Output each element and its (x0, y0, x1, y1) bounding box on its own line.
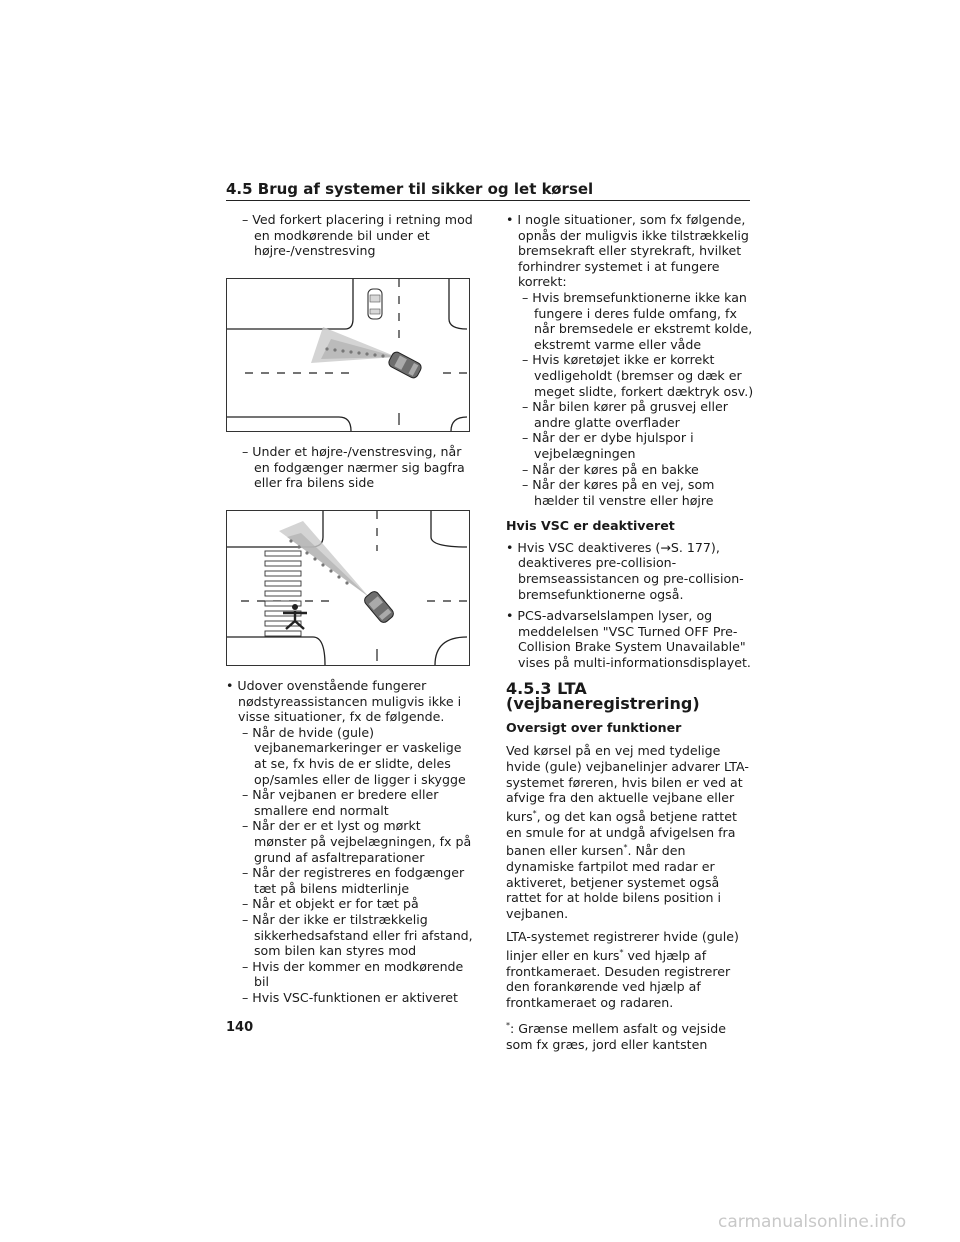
overview-heading: Oversigt over funktioner (506, 719, 682, 735)
overview-paragraph-1: Ved kørsel på en vej med tydelige hvide (gule) vejbanelinjer advarer LTA-systemet føreren, hvis bilen er ved at afvige fra den aktuelle vejbane eller kurs*, og det kan også betjene rattet en smule for at undgå afvigelsen fra banen eller kursen*. Når den dynamiske fartpilot med radar er aktiveret, betjener systemet også rattet for at holde bilens position i vejbanen. (506, 743, 749, 921)
list-item: – Når der registreres en fodgænger tæt på bilens midterlinje (242, 865, 465, 896)
list-item: – Ved forkert placering i retning mod en modkørende bil under et højre-/venstresving (242, 212, 473, 259)
header-rule (226, 200, 750, 201)
left-column (226, 212, 476, 259)
list-item: – Hvis VSC-funktionen er aktiveret (242, 989, 458, 1005)
page-number: 140 (226, 1020, 254, 1035)
right-column (506, 212, 756, 1053)
overview-paragraph-2: LTA-systemet registrerer hvide (gule) linjer eller en kurs* ved hjælp af frontkameraet. Desuden registrerer den forankørende ved hjælp af frontkameraet og radaren. (506, 929, 739, 1010)
list-item: – Hvis køretøjet ikke er korrekt vedligeholdt (bremser og dæk er meget slidte, forkert dæktryk osv.) (522, 352, 754, 399)
list-item: – Når de hvide (gule) vejbanemarkeringer er vaskelige at se, fx hvis de er slidte, deles op/samles eller de ligger i skygge (242, 724, 466, 787)
left-bullet-block (226, 678, 476, 1005)
section-title: 4.5.3 LTA (vejbaneregistrering) (506, 678, 700, 714)
footnote: *: Grænse mellem asfalt og vejside som fx græs, jord eller kantsten (506, 1021, 726, 1053)
list-item: – Når der køres på en vej, som hælder til venstre eller højre (522, 477, 715, 508)
list-item: – Hvis der kommer en modkørende bil (242, 958, 464, 990)
vsc-heading: Hvis VSC er deaktiveret (506, 518, 675, 534)
list-item: – Når der ikke er tilstrækkelig sikkerhedsafstand eller fri afstand, som bilen kan styres mod (242, 911, 473, 959)
list-item: – Når et objekt er for tæt på (242, 896, 419, 912)
left-item2-wrapper (226, 444, 476, 491)
list-item: – Hvis bremsefunktionerne ikke kan fungere i deres fulde omfang, fx når bremsedele er ekstremt kolde, ekstremt varme eller våde (522, 289, 753, 352)
list-item: – Når der er et lyst og mørkt mønster på vejbelægningen, fx på grund af asfaltreparationer (242, 818, 472, 865)
illustration-oncoming-car (226, 278, 470, 432)
page-header: 4.5 Brug af systemer til sikker og let kørsel (226, 180, 594, 198)
illustration-pedestrian (226, 510, 470, 666)
bullet-item: • PCS-advarselslampen lyser, og meddelelsen "VSC Turned OFF Pre-Collision Brake System Unavailable" vises på multi-informationsdisplayet. (506, 608, 751, 671)
bullet-item: • Udover ovenstående fungerer nødstyreassistancen muligvis ikke i visse situationer, fx de følgende. (226, 678, 462, 725)
list-item: – Når bilen kører på grusvej eller andre glatte overflader (522, 399, 728, 430)
bullet-item: • Hvis VSC deaktiveres (→S. 177), deaktiveres pre-collision-bremseassistancen og pre-collision-bremsefunktionerne også. (506, 539, 744, 602)
list-item: – Når der er dybe hjulspor i vejbelægningen (522, 430, 694, 461)
list-item: – Når der køres på en bakke (522, 461, 699, 477)
bullet-item: • I nogle situationer, som fx følgende, opnås der muligvis ikke tilstrækkelig bremsekraft eller styrekraft, hvilket forhindrer systemet i at fungere korrekt: (506, 212, 749, 290)
list-item: – Når vejbanen er bredere eller smallere end normalt (242, 787, 439, 818)
watermark: carmanualsonline.info (718, 1212, 907, 1232)
list-item: – Under et højre-/venstresving, når en fodgænger nærmer sig bagfra eller fra bilens side (242, 444, 465, 491)
